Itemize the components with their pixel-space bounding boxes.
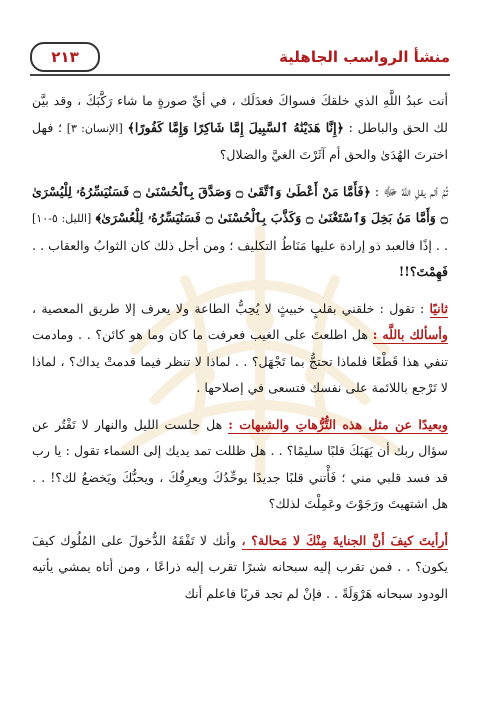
- running-title: منشأ الرواسب الجاهلية: [279, 48, 450, 66]
- paragraph-1: [32, 88, 448, 169]
- paragraph-2-text-b: . . إذًا فالعبد ذو إرادة عليها مَنَاطُ التكليف ؛ ومن أجل ذلك كان الثوابُ والعقاب . .: [32, 237, 448, 253]
- page-header: [30, 40, 450, 76]
- paragraph-3: [32, 296, 448, 402]
- paragraph-2: [32, 179, 448, 286]
- page-number: ٢١٣: [30, 42, 100, 72]
- page-body: [32, 88, 448, 701]
- quran-verse: ﴿فَأَمَّا مَنْ أَعْطَىٰ وَٱتَّقَىٰ ۝ وَصَدَّقَ بِٱلْحُسْنَىٰ ۝ فَسَنُيَسِّرُهُۥ لِلْيُسْرَىٰ ۝ وَأَمَّا مَنۢ بَخِلَ وَٱسْتَغْنَىٰ ۝ وَكَذَّبَ بِٱلْحُسْنَىٰ ۝ فَسَنُيَسِّرُهُۥ لِلْعُسْرَىٰ﴾: [32, 183, 448, 225]
- section-heading: ثانيًا: [429, 300, 448, 316]
- verse-reference: [الليل: ٥-١٠]: [32, 212, 92, 225]
- section-heading: أرأيتَ كيفَ أنَّ الجنايةَ مِنْكَ لا مَحالة؟ ،: [241, 532, 448, 548]
- paragraph-3-text-b: هل اطلعتَ على الغيب فعرفت ما كان وما هو كائن؟ . . ومادمت تنفي هذا قَطْعًا فلماذا تحتجُّ بما تَجْهَل؟ . . لماذا لا تنظر فيما قدمتْ يداك؟ ، لماذا لا تَرْجع باللائمة على نفسك فتسعى في إصلاحها .: [32, 327, 448, 395]
- verse-reference: [الإنسان: ٣]: [66, 121, 123, 135]
- paragraph-2-text-a: ثُمَّ ألم يقلِ اللَّهُ ﷻ :: [370, 183, 448, 199]
- quran-verse: ﴿إِنَّا هَدَيْنَٰهُ ٱلسَّبِيلَ إِمَّا شَاكِرًا وَإِمَّا كَفُورًا﴾: [127, 119, 344, 135]
- paragraph-1-text-b: ؛ فهل اخترتَ الهُدَىٰ والحق أم آثَرْتَ الغيَّ والضلال؟: [32, 119, 448, 162]
- paragraph-4-text-a: هل جلست الليل والنهار لا تَفْتُر عن سؤال ربك أن يَهَبَكَ قلبًا سليمًا؟ . . هل ظللت تمد يديك إلى السماء تقول : يا رب قد فسد قلبي مني ؛ فَأْتني قلبًا جديدًا يوحِّدُكَ ويعرِفُكَ ، ويحبُّكَ ويَخضعُ لك؟! . . هل اشتهيتَ ورَجَوْتَ وعَمِلْتَ لذلك؟: [32, 416, 448, 511]
- paragraph-3-text-a: : تقول : خلقني بقلبٍ خبيثٍ لا يُحِبُّ الطاعة ولا يعرف إلا طريق المعصية ،: [32, 300, 430, 316]
- inline-highlight: وأسألك باللَّه :: [372, 327, 448, 342]
- paragraph-4: [32, 412, 448, 518]
- paragraph-5-text-a: وأنك لا تَفْقَهُ الدُّخولَ على المُلُوك كيفَ يكون؟ . . فمن تقرب إليه سبحانه شبرًا تقرب إليه ذراعًا ، ومن أتاه يمشي يأتيه الودود سبحانه هَرْوَلَةً . . فإنْ لم تجد قربًا فاعلم أنك: [32, 532, 448, 601]
- paragraph-1-text-a: أنت عبدُ اللَّهِ الذي خلقكَ فسواكَ فعدَلَك ، في أيِّ صورةٍ ما شاء رَكَّبَكَ ، وقد بيَّن لك الحق والباطل :: [32, 93, 449, 135]
- paragraph-5: [32, 528, 448, 608]
- section-heading: وبعيدًا عن مثل هذه التُّرُّهاتِ والشبهات :: [228, 416, 449, 432]
- paragraph-2-text-c: فَهِمْتَ؟!!: [398, 264, 448, 279]
